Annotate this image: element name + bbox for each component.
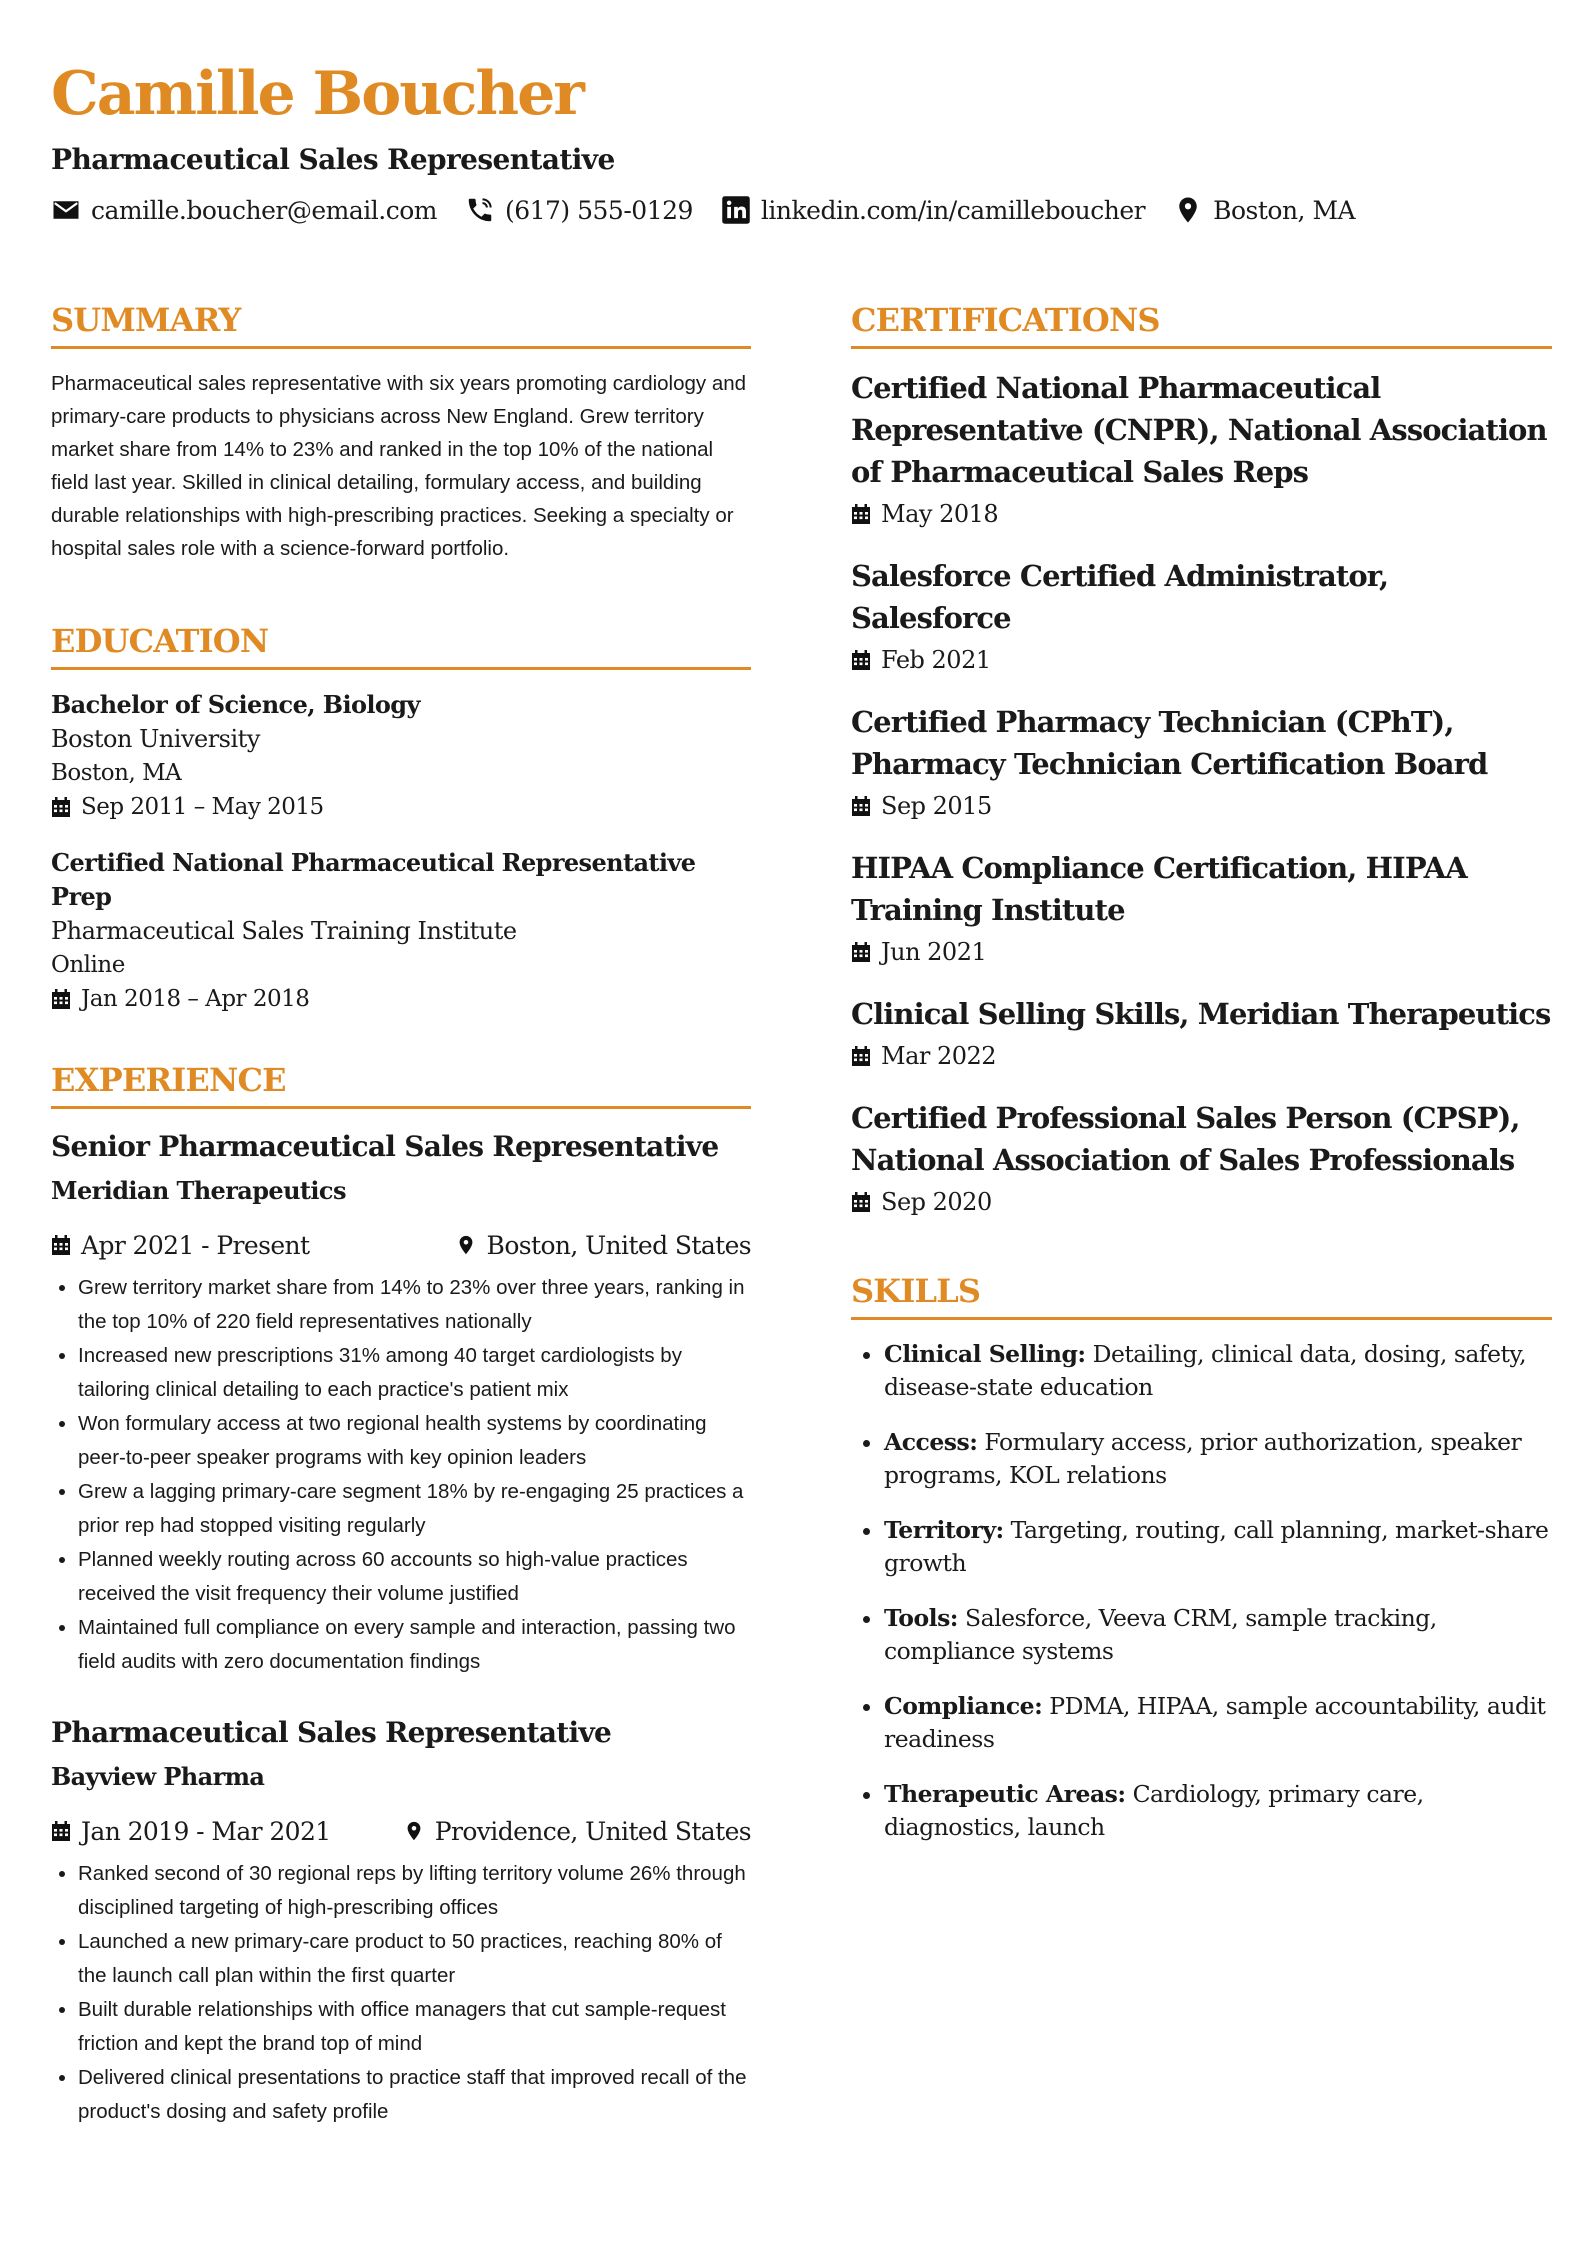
left-column: [51, 300, 751, 2169]
certification-date-text: Sep 2020: [881, 1188, 992, 1216]
contact-bar: [51, 192, 1541, 228]
education-dates: [51, 982, 751, 1016]
contact-email[interactable]: [51, 195, 437, 225]
certification-date: [851, 1185, 1552, 1219]
skill-item: [884, 1338, 1552, 1404]
certification-date: [851, 497, 1552, 531]
candidate-title: Pharmaceutical Sales Representative: [51, 143, 615, 176]
certification-date: [851, 1039, 1552, 1073]
job-meta: [51, 1227, 751, 1263]
certification-date-text: Sep 2015: [881, 792, 992, 820]
experience-section: [51, 1060, 751, 2129]
skill-item: [884, 1690, 1552, 1756]
certifications-section: [851, 300, 1552, 1219]
calendar-icon: [51, 1234, 71, 1256]
certification-item: [851, 993, 1552, 1073]
education-degree: Bachelor of Science, Biology: [51, 690, 420, 719]
job-dates: [51, 1231, 309, 1260]
job-location: [403, 1817, 751, 1846]
education-item: [51, 846, 751, 1016]
certification-item: [851, 1097, 1552, 1219]
map-pin-icon: [403, 1817, 425, 1845]
job-dates: [51, 1817, 331, 1846]
resume-header: [51, 58, 1541, 228]
education-location: Boston, MA: [51, 760, 182, 786]
job-title: Senior Pharmaceutical Sales Representative: [51, 1130, 719, 1163]
certification-date: [851, 935, 1552, 969]
contact-linkedin[interactable]: [721, 195, 1145, 225]
job-entry: [51, 1713, 751, 2129]
skill-text: Salesforce, Veeva CRM, sample tracking, compliance systems: [884, 1604, 1437, 1665]
skill-label: Clinical Selling:: [884, 1340, 1086, 1368]
linkedin-icon: [721, 195, 751, 225]
candidate-name: Camille Boucher: [51, 59, 583, 129]
job-bullets: [51, 1857, 751, 2129]
job-title: Pharmaceutical Sales Representative: [51, 1716, 612, 1749]
skills-heading: SKILLS: [851, 1271, 1552, 1320]
certification-item: [851, 847, 1552, 969]
education-section: [51, 621, 751, 1016]
certification-item: [851, 555, 1552, 677]
skill-item: [884, 1426, 1552, 1492]
contact-phone[interactable]: [465, 195, 693, 225]
calendar-icon: [51, 796, 71, 818]
phone-icon: [465, 195, 495, 225]
envelope-icon: [51, 195, 81, 225]
job-bullet: • Grew territory market share from 14% to 23% over three years, ranking in the top 10% of 220 field representatives nationally: [78, 1271, 751, 1339]
certification-item: [851, 701, 1552, 823]
certification-name: Certified Pharmacy Technician (CPhT), Pharmacy Technician Certification Board: [851, 705, 1488, 781]
job-bullet: • Maintained full compliance on every sample and interaction, passing two field audits with zero documentation findings: [78, 1611, 751, 1679]
job-location: [455, 1231, 751, 1260]
calendar-icon: [851, 1191, 871, 1213]
job-bullets: [51, 1271, 751, 1679]
certification-name: Clinical Selling Skills, Meridian Therapeutics: [851, 997, 1551, 1031]
summary-section: [51, 300, 751, 565]
certification-date-text: Jun 2021: [881, 938, 987, 966]
job-location-text: Boston, United States: [486, 1230, 751, 1260]
calendar-icon: [851, 941, 871, 963]
job-bullet: • Launched a new primary-care product to 50 practices, reaching 80% of the launch call plan within the first quarter: [78, 1925, 751, 1993]
certification-date: [851, 789, 1552, 823]
calendar-icon: [51, 988, 71, 1010]
education-dates: [51, 790, 751, 824]
map-pin-icon: [455, 1231, 477, 1259]
contact-location: [1173, 195, 1355, 225]
job-entry: [51, 1127, 751, 1679]
certification-name: HIPAA Compliance Certification, HIPAA Training Institute: [851, 851, 1467, 927]
skill-item: [884, 1602, 1552, 1668]
job-dates-text: Apr 2021 - Present: [81, 1230, 310, 1260]
contact-location-text: Boston, MA: [1213, 195, 1356, 225]
job-bullet: • Built durable relationships with office managers that cut sample-request friction and kept the brand top of mind: [78, 1993, 751, 2061]
certifications-heading: CERTIFICATIONS: [851, 300, 1552, 349]
education-heading: EDUCATION: [51, 621, 751, 670]
job-company: Bayview Pharma: [51, 1762, 265, 1791]
job-bullet: • Won formulary access at two regional health systems by coordinating peer-to-peer speaker programs with key opinion leaders: [78, 1407, 751, 1475]
contact-phone-text: (617) 555-0129: [504, 195, 693, 225]
skill-item: [884, 1778, 1552, 1844]
skill-text: PDMA, HIPAA, sample accountability, audit readiness: [884, 1692, 1546, 1753]
skill-item: [884, 1514, 1552, 1580]
education-school: Pharmaceutical Sales Training Institute: [51, 917, 517, 945]
skill-label: Therapeutic Areas:: [884, 1780, 1126, 1808]
skill-label: Compliance:: [884, 1692, 1043, 1720]
skill-label: Access:: [884, 1428, 978, 1456]
education-school: Boston University: [51, 725, 260, 753]
certification-name: Certified Professional Sales Person (CPSP), National Association of Sales Professionals: [851, 1101, 1520, 1177]
job-bullet: • Delivered clinical presentations to practice staff that improved recall of the product's dosing and safety profile: [78, 2061, 751, 2129]
job-bullet: • Grew a lagging primary-care segment 18% by re-engaging 25 practices a prior rep had stopped visiting regularly: [78, 1475, 751, 1543]
right-column: [851, 300, 1552, 1884]
education-location: Online: [51, 952, 125, 978]
skill-label: Territory:: [884, 1516, 1004, 1544]
certification-date-text: Mar 2022: [881, 1042, 997, 1070]
skill-text: Formulary access, prior authorization, speaker programs, KOL relations: [884, 1428, 1522, 1489]
calendar-icon: [851, 1045, 871, 1067]
job-company: Meridian Therapeutics: [51, 1176, 346, 1205]
education-dates-text: Jan 2018 – Apr 2018: [81, 986, 310, 1012]
job-bullet: • Ranked second of 30 regional reps by lifting territory volume 26% through disciplined targeting of high-prescribing offices: [78, 1857, 751, 1925]
skill-text: Cardiology, primary care, diagnostics, launch: [884, 1780, 1424, 1841]
job-location-text: Providence, United States: [434, 1816, 751, 1846]
skill-text: Detailing, clinical data, dosing, safety, disease-state education: [884, 1340, 1527, 1401]
calendar-icon: [851, 795, 871, 817]
skill-text: Targeting, routing, call planning, market-share growth: [884, 1516, 1549, 1577]
job-meta: [51, 1813, 751, 1849]
calendar-icon: [851, 503, 871, 525]
contact-email-text: camille.boucher@email.com: [91, 195, 437, 225]
map-pin-icon: [1173, 195, 1203, 225]
calendar-icon: [51, 1820, 71, 1842]
summary-heading: SUMMARY: [51, 300, 751, 349]
education-degree: Certified National Pharmaceutical Representative Prep: [51, 848, 696, 911]
experience-heading: EXPERIENCE: [51, 1060, 751, 1109]
certification-name: Certified National Pharmaceutical Representative (CNPR), National Association of Pharmaceutical Sales Reps: [851, 371, 1547, 489]
education-dates-text: Sep 2011 – May 2015: [81, 794, 324, 820]
certification-name: Salesforce Certified Administrator, Salesforce: [851, 559, 1389, 635]
job-dates-text: Jan 2019 - Mar 2021: [81, 1816, 331, 1846]
summary-text: Pharmaceutical sales representative with six years promoting cardiology and primary-care products to physicians across New England. Grew territory market share from 14% to 23% and ranked in the top 10% of the national field last year. Skilled in clinical detailing, formulary access, and building durable relationships with high-prescribing practices. Seeking a specialty or hospital sales role with a science-forward portfolio.: [51, 372, 747, 560]
skills-list: [851, 1338, 1552, 1844]
education-item: [51, 688, 751, 824]
job-bullet: • Planned weekly routing across 60 accounts so high-value practices received the visit frequency their volume justified: [78, 1543, 751, 1611]
job-bullet: • Increased new prescriptions 31% among 40 target cardiologists by tailoring clinical detailing to each practice's patient mix: [78, 1339, 751, 1407]
certification-date-text: May 2018: [881, 500, 999, 528]
certification-item: [851, 367, 1552, 531]
certification-date-text: Feb 2021: [881, 646, 991, 674]
contact-linkedin-text: linkedin.com/in/camilleboucher: [760, 195, 1146, 225]
calendar-icon: [851, 649, 871, 671]
skills-section: [851, 1271, 1552, 1844]
certification-date: [851, 643, 1552, 677]
skill-label: Tools:: [884, 1604, 958, 1632]
